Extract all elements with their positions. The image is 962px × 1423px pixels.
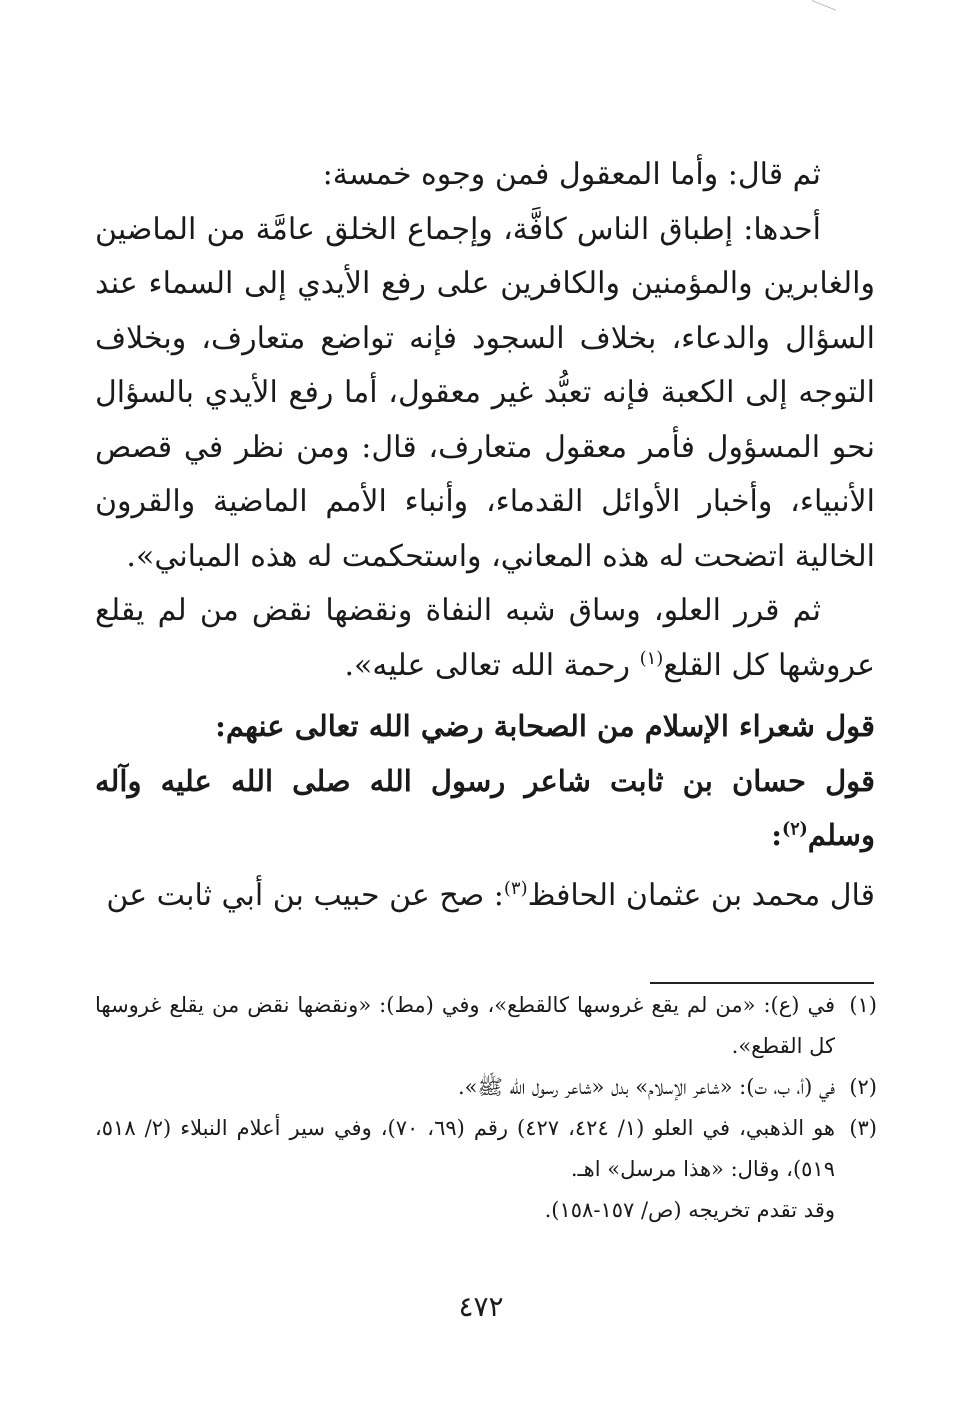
paragraph-4-text: قال محمد بن عثمان الحافظ (527, 877, 875, 913)
corner-mark (808, 0, 836, 20)
footnote-separator (650, 982, 874, 984)
sub-heading-colon: : (771, 818, 782, 852)
footnote-number: (١) (849, 993, 877, 1017)
footnote-ref-3: (٣) (503, 877, 528, 899)
footnote-text: في (ع): «من لم يقع غروسها كالقطع»، وفي (مط): «ونقضها نقض من يقلع غروسها كل القطع». (95, 993, 835, 1058)
paragraph-3 (95, 584, 875, 693)
footnote-number: (٢) (849, 1075, 877, 1099)
paragraph-3-text: ثم قرر العلو، وساق شبه النفاة ونقضها نقض من لم يقلع عروشها كل القلع (95, 593, 875, 683)
footnote-body (95, 1108, 835, 1231)
page-number: ٤٧٢ (458, 1290, 504, 1323)
main-text (95, 148, 875, 923)
footnote-number: (٣) (849, 1116, 877, 1140)
footnote-text: هو الذهبي، في العلو (١/ ٤٢٤، ٤٢٧) رقم (٦٩، ٧٠)، وفي سير أعلام النبلاء (٢/ ٥١٨، ٥١٩)، وقال: «هذا مرسل» اهـ. (95, 1116, 836, 1181)
footnotes (95, 985, 877, 1231)
paragraph-4-end: : صح عن حبيب بن أبي ثابت عن (106, 877, 504, 913)
footnote-ref-1: (١) (639, 647, 664, 669)
section-heading: قول شعراء الإسلام من الصحابة رضي الله تعالى عنهم: (215, 709, 875, 743)
footnote-1 (95, 985, 877, 1067)
paragraph-2: أحدها: إطباق الناس كافَّة، وإجماع الخلق عامَّة من الماضين والغابرين والمؤمنين والكافرين على رفع الأيدي إلى السماء عند السؤال والدعاء، بخلاف السجود فإنه تواضع متعارف، وبخلاف التوجه إلى الكعبة فإنه تعبُّد غير معقول، أما رفع الأيدي بالسؤال نحو المسؤول فأمر معقول متعارف، قال: ومن نظر في قصص الأنبياء، وأخبار الأوائل القدماء، وأنباء الأمم الماضية والقرون الخالية اتضحت له هذه المعاني، واستحكمت له هذه المباني». (95, 211, 875, 574)
paragraph-4 (95, 869, 875, 924)
paragraph-3-end: رحمة الله تعالى عليه». (344, 647, 640, 683)
sub-heading-text: قول حسان بن ثابت شاعر رسول الله صلى الله عليه وآله وسلم (95, 763, 875, 852)
footnote-continuation: وقد تقدم تخريجه (ص/ ١٥٧-١٥٨). (544, 1198, 835, 1222)
footnote-3 (95, 1108, 877, 1231)
sub-heading (95, 754, 875, 863)
paragraph-1: ثم قال: وأما المعقول فمن وجوه خمسة: (322, 157, 821, 192)
footnote-ref-2: (٢) (781, 819, 808, 840)
footnote-text: في (أ، ب، ت): «شاعر الإسلام» بدل «شاعر رسول الله ﷺ». (457, 1075, 835, 1099)
footnote-2 (95, 1067, 877, 1108)
